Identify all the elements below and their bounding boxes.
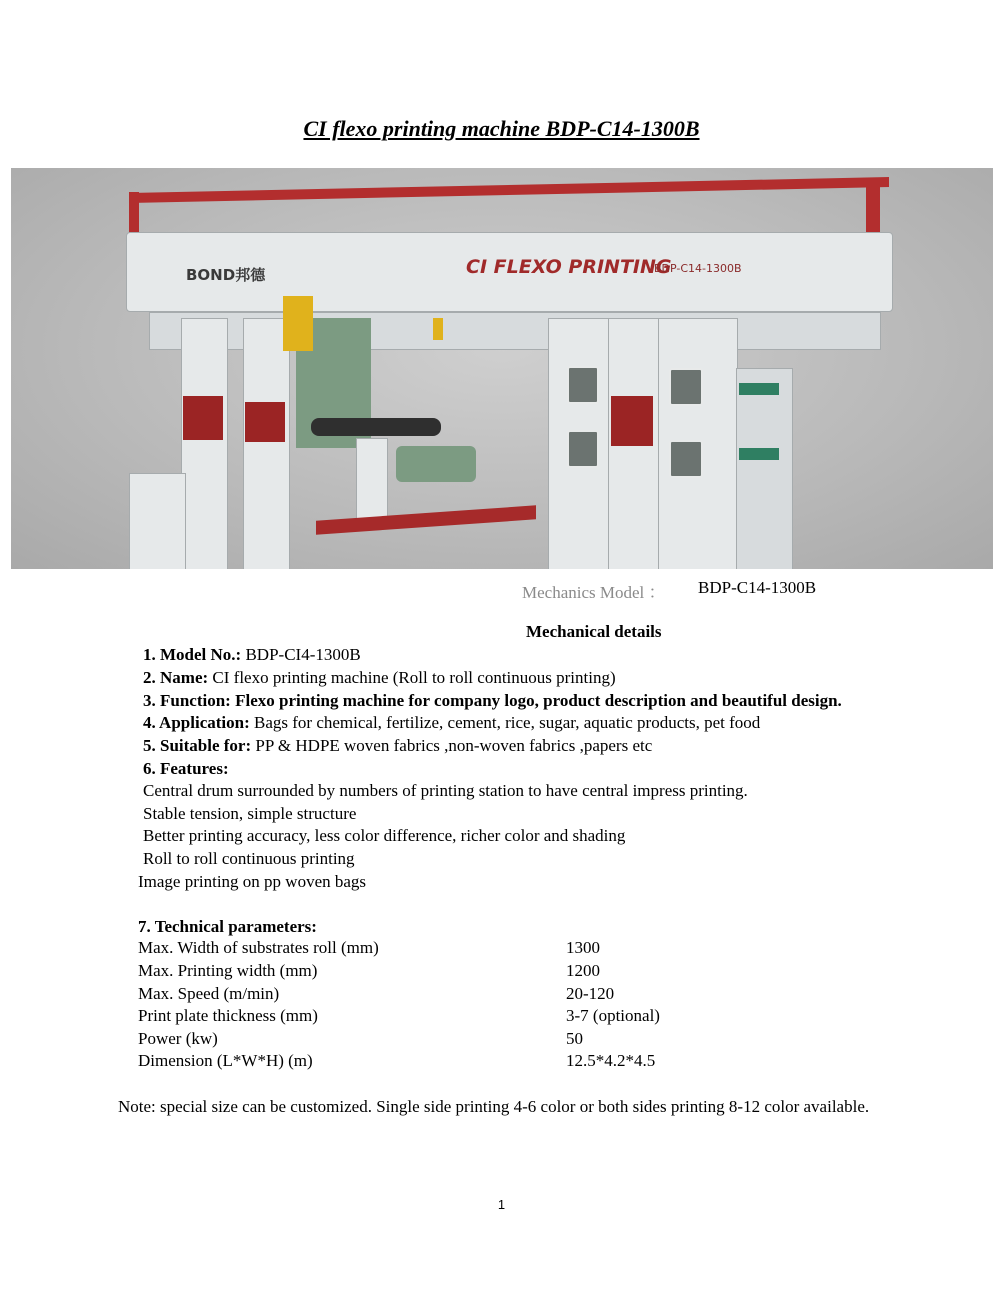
param-label: Max. Printing width (mm) (138, 961, 318, 980)
feature-item: Central drum surrounded by numbers of printing station to have central impress printing. (143, 781, 748, 800)
station-window-4 (669, 368, 703, 406)
feature-item: Stable tension, simple structure (143, 804, 357, 823)
detail-value: PP & HDPE woven fabrics ,non-woven fabrics ,papers etc (251, 736, 653, 755)
machine-photo (11, 168, 993, 569)
cabinet-left (129, 473, 186, 569)
machine-heading: CI FLEXO PRINTING (466, 256, 672, 278)
control-panel-left (183, 396, 223, 440)
page-number: 1 (497, 1197, 506, 1212)
document-title: CI flexo printing machine BDP-C14-1300B (303, 116, 700, 141)
param-value: 50 (566, 1029, 583, 1048)
unwind-unit-2 (243, 318, 290, 569)
feature-item: Roll to roll continuous printing (143, 849, 355, 868)
hoist-2 (433, 318, 443, 340)
control-panel-2 (245, 402, 285, 442)
detail-value: CI flexo printing machine (Roll to roll continuous printing) (208, 668, 616, 687)
technical-heading: 7. Technical parameters: (138, 917, 317, 936)
anilox-roll-top (739, 383, 779, 395)
detail-suitable-for (143, 735, 652, 757)
detail-value: Bags for chemical, fertilize, cement, rice, sugar, aquatic products, pet food (249, 713, 761, 732)
features-heading: 6. Features: (143, 759, 229, 778)
detail-label: 2. Name: (143, 668, 209, 687)
detail-label: 3. Function: (143, 691, 231, 710)
hoist (283, 296, 313, 351)
machine-model-label: BDP-C14-1300B (654, 262, 742, 275)
print-deck-right (736, 368, 793, 569)
control-panel-main (611, 396, 653, 446)
param-value: 12.5*4.2*4.5 (566, 1051, 656, 1070)
detail-model-no (143, 644, 361, 666)
mechanics-model-value: BDP-C14-1300B (698, 578, 817, 597)
param-value: 1200 (566, 961, 600, 980)
station-window-1 (567, 366, 599, 404)
anilox-roll-bottom (739, 448, 779, 460)
detail-application (143, 712, 760, 734)
note: Note: special size can be customized. Single side printing 4-6 color or both sides printing 8-12 color available. (118, 1097, 870, 1116)
unwind-unit-left (181, 318, 228, 569)
station-window-2 (567, 430, 599, 468)
rewinder-stand (356, 438, 388, 520)
rewinder-base (316, 505, 536, 534)
param-label: Power (kw) (138, 1029, 218, 1048)
param-label: Print plate thickness (mm) (138, 1006, 318, 1025)
railing-left (129, 192, 139, 234)
station-window-3 (669, 440, 703, 478)
detail-function (143, 690, 842, 712)
mechanics-model (522, 578, 817, 603)
param-value: 1300 (566, 938, 600, 957)
material-roll (396, 446, 476, 482)
param-label: Dimension (L*W*H) (m) (138, 1051, 313, 1070)
section-heading: Mechanical details (526, 622, 662, 641)
railing-top (129, 177, 889, 203)
brand-logo: BOND邦德 (186, 266, 266, 284)
detail-value: BDP-CI4-1300B (241, 645, 361, 664)
detail-label: 5. Suitable for: (143, 736, 252, 755)
detail-name (143, 667, 616, 689)
param-label: Max. Width of substrates roll (mm) (138, 938, 379, 957)
feature-item: Image printing on pp woven bags (138, 872, 367, 891)
param-value: 20-120 (566, 984, 615, 1003)
feature-item: Better printing accuracy, less color difference, richer color and shading (143, 826, 626, 845)
param-value: 3-7 (optional) (566, 1006, 660, 1025)
detail-label: 4. Application: (143, 713, 250, 732)
detail-label: 1. Model No.: (143, 645, 242, 664)
roller-drum (311, 418, 441, 436)
detail-value: Flexo printing machine for company logo, product description and beautiful design. (230, 691, 842, 710)
mechanics-model-label: Mechanics Model ： (522, 583, 666, 602)
param-label: Max. Speed (m/min) (138, 984, 280, 1003)
